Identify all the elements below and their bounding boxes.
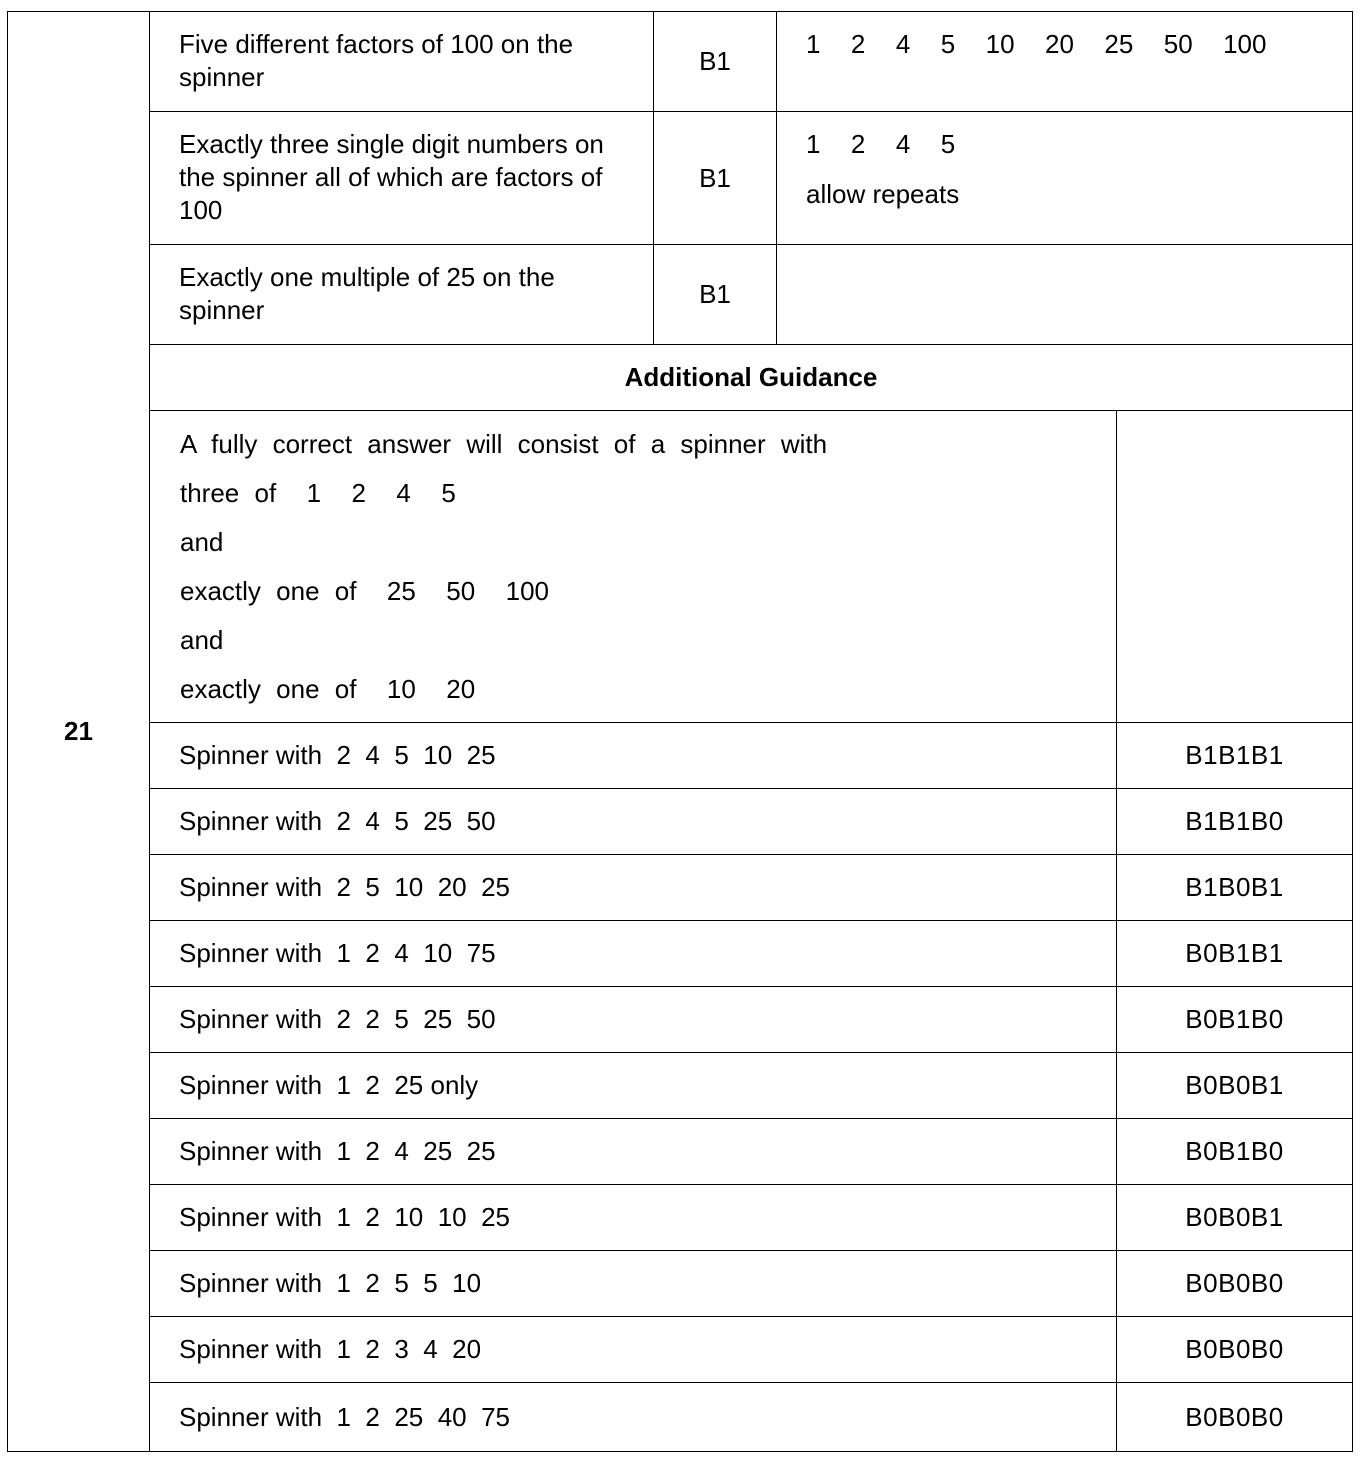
guidance-line: and: [180, 625, 224, 655]
example-row-marks: B0B0B0: [1116, 1250, 1353, 1317]
example-row-text: Spinner with 1 2 4 10 75: [149, 920, 1117, 987]
guidance-line: exactly one of 25 50 100: [180, 576, 549, 606]
guidance-line: and: [180, 527, 224, 557]
criterion-mark: B1: [653, 111, 777, 245]
example-row-marks: B1B1B0: [1116, 788, 1353, 855]
example-row-marks: B0B0B0: [1116, 1382, 1353, 1452]
additional-guidance-heading: Additional Guidance: [149, 344, 1353, 411]
example-row-text: Spinner with 1 2 25 40 75: [149, 1382, 1117, 1452]
criterion-comment: 1 2 4 5 10 20 25 50 100: [806, 29, 1267, 59]
example-row-marks: B0B0B1: [1116, 1184, 1353, 1251]
guidance-intro-mark: [1116, 410, 1353, 723]
mark-scheme-table: [7, 11, 1353, 1452]
mark-scheme-body: [149, 11, 1353, 1452]
criterion-comments: [776, 11, 1353, 112]
example-row-text: Spinner with 1 2 10 10 25: [149, 1184, 1117, 1251]
example-row-marks: B1B0B1: [1116, 854, 1353, 921]
question-number: 21: [7, 11, 150, 1452]
criterion-mark: B1: [653, 11, 777, 112]
example-row-marks: B0B1B0: [1116, 986, 1353, 1053]
example-row-text: Spinner with 2 4 5 25 50: [149, 788, 1117, 855]
criterion-description: Five different factors of 100 on the spinner: [149, 11, 654, 112]
criterion-comment: allow repeats: [806, 179, 960, 209]
criterion-comments: [776, 244, 1353, 345]
guidance-line: three of 1 2 4 5: [180, 478, 456, 508]
example-row-marks: B1B1B1: [1116, 722, 1353, 789]
example-row-text: Spinner with 1 2 25 only: [149, 1052, 1117, 1119]
criterion-mark: B1: [653, 244, 777, 345]
example-row-marks: B0B1B1: [1116, 920, 1353, 987]
criterion-description: Exactly one multiple of 25 on the spinner: [149, 244, 654, 345]
guidance-line: A fully correct answer will consist of a spinner with: [180, 429, 828, 459]
example-row-marks: B0B0B0: [1116, 1316, 1353, 1383]
criterion-comment: 1 2 4 5: [806, 129, 956, 159]
example-row-text: Spinner with 2 2 5 25 50: [149, 986, 1117, 1053]
guidance-intro: [149, 410, 1117, 723]
example-row-text: Spinner with 1 2 5 5 10: [149, 1250, 1117, 1317]
example-row-marks: B0B0B1: [1116, 1052, 1353, 1119]
example-row-marks: B0B1B0: [1116, 1118, 1353, 1185]
example-row-text: Spinner with 2 4 5 10 25: [149, 722, 1117, 789]
criterion-description: Exactly three single digit numbers on the spinner all of which are factors of 100: [149, 111, 654, 245]
guidance-line: exactly one of 10 20: [180, 674, 476, 704]
example-row-text: Spinner with 2 5 10 20 25: [149, 854, 1117, 921]
example-row-text: Spinner with 1 2 4 25 25: [149, 1118, 1117, 1185]
criterion-comments: [776, 111, 1353, 245]
example-row-text: Spinner with 1 2 3 4 20: [149, 1316, 1117, 1383]
